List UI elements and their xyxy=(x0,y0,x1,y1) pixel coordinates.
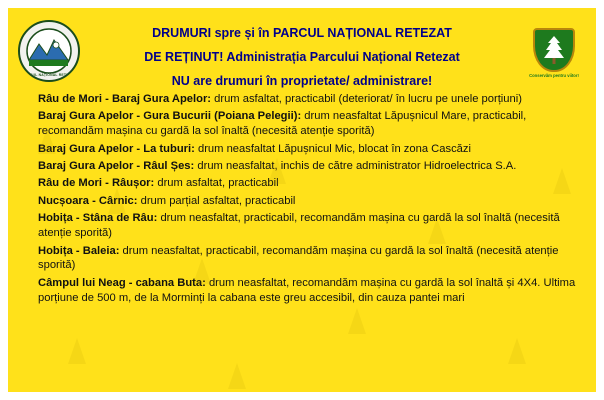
road-name: Râu de Mori - Baraj Gura Apelor: xyxy=(38,93,212,105)
road-description: drum asfaltat, practicabil (deteriorat/ în lucru pe unele porțiuni) xyxy=(211,93,522,105)
road-description: drum parțial asfaltat, practicabil xyxy=(137,194,296,207)
road-name: Baraj Gura Apelor - Gura Bucurii (Poiana Pelegii): xyxy=(38,110,302,123)
road-description: drum neasfaltat Lăpușnicul Mare, practicabil, recomandăm mașina cu gardă la sol înaltă (necesită atenție sporită) xyxy=(38,110,527,138)
road-item xyxy=(38,159,582,174)
title-block xyxy=(88,18,516,93)
road-item xyxy=(38,92,582,107)
road-item xyxy=(38,194,582,209)
romsilva-shield-icon xyxy=(533,28,575,72)
road-description: drum neasfaltat, inchis de către administrator Hidroelectrica S.A. xyxy=(194,160,517,173)
roads-list xyxy=(38,92,582,306)
logo-ring-text: PARCUL NAȚIONAL RETEZAT xyxy=(22,73,76,77)
road-item xyxy=(38,211,582,241)
road-description: drum neasfaltat, recomandăm mașina cu gardă la sol înaltă și 4X4. Ultima porțiune de 500 m, de la Morminți la cabana este greu accesibil, din cauza pantei mari xyxy=(38,276,576,304)
road-description: drum neasfaltat Lăpușnicul Mic, blocat în zona Cascăzi xyxy=(194,142,471,155)
road-description: drum neasfaltat, practicabil, recomandăm mașina cu gardă la sol înaltă (necesită atenție sporită) xyxy=(38,212,560,240)
parcul-national-retezat-logo xyxy=(18,20,80,82)
road-item xyxy=(38,276,582,306)
road-name: Râu de Mori - Râușor: xyxy=(38,177,155,190)
road-name: Baraj Gura Apelor - Râul Șes: xyxy=(38,160,195,173)
road-description: drum neasfaltat, practicabil, recomandăm mașina cu gardă la sol înaltă (necesită atenție sporită) xyxy=(38,244,559,272)
road-name: Câmpul lui Neag - cabana Buta: xyxy=(38,276,206,289)
romsilva-caption: Conservăm pentru viitor! xyxy=(529,72,579,78)
road-name: Hobița - Stâna de Râu: xyxy=(38,212,158,225)
poster xyxy=(8,8,596,392)
road-name: Baraj Gura Apelor - La tuburi: xyxy=(38,142,195,155)
road-item xyxy=(38,244,582,274)
poster-header xyxy=(16,18,588,90)
road-name: Nucșoara - Cârnic: xyxy=(38,194,138,207)
title-line-1: DRUMURI spre și în PARCUL NAȚIONAL RETEZAT xyxy=(152,26,452,40)
title-line-2: DE REȚINUT! Administrația Parcului Național Retezat xyxy=(144,49,460,64)
romsilva-logo xyxy=(522,20,586,86)
road-item xyxy=(38,109,582,139)
road-description: drum asfaltat, practicabil xyxy=(154,177,279,190)
road-item xyxy=(38,176,582,191)
road-item xyxy=(38,142,582,157)
title-line-3: NU are drumuri în proprietate/ administrare! xyxy=(171,73,433,88)
road-name: Hobița - Baleia: xyxy=(38,244,120,257)
